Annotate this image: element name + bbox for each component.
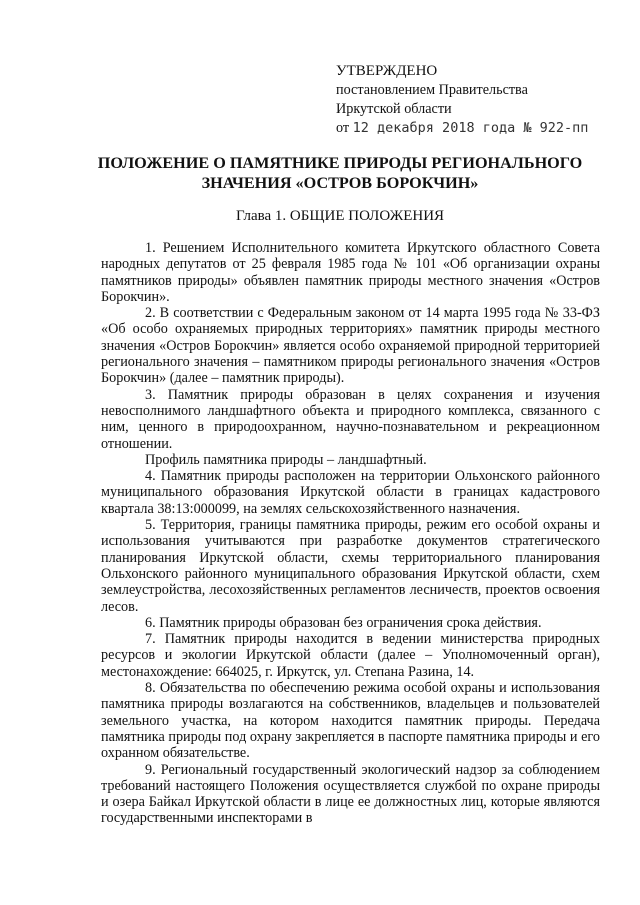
paragraph-9: 9. Региональный государственный экологический надзор за соблюдением требований настоящего Положения осуществляется службой по охране природы и озера Байкал Иркутской области в лице ее должностных лиц, которые являются государственными инспекторами в <box>101 761 600 827</box>
paragraph-5: 5. Территория, границы памятника природы, режим его особой охраны и использования учитываются при разработке документов стратегического планирования Иркутской области, схемы территориального планирования Ольхонского районного муниципального образования Иркутской области, схем землеустройства, лесохозяйственных регламентов лесничеств, проектов освоения лесов. <box>101 517 600 615</box>
approval-line-1: постановлением Правительства <box>336 82 528 98</box>
approval-block <box>336 62 616 138</box>
chapter-heading: Глава 1. ОБЩИЕ ПОЛОЖЕНИЯ <box>235 208 445 224</box>
paragraph-profile: Профиль памятника природы – ландшафтный. <box>145 451 427 468</box>
paragraph-7: 7. Памятник природы находится в ведении министерства природных ресурсов и экологии Иркутской области (далее – Уполномоченный орган), местонахождение: 664025, г. Иркутск, ул. Степана Разина, 14. <box>101 631 600 680</box>
paragraph-2: 2. В соответствии с Федеральным законом от 14 марта 1995 года № 33-ФЗ «Об особо охраняемых природных территориях» памятник природы местного значения «Остров Борокчин» является особо охраняемой природной территорией регионального значения – памятником природы регионального значения «Остров Борокчин» (далее – памятник природы). <box>101 305 600 387</box>
approval-line-2: Иркутской области <box>336 101 452 117</box>
title-line-1: ПОЛОЖЕНИЕ О ПАМЯТНИКЕ ПРИРОДЫ РЕГИОНАЛЬНОГО <box>97 154 583 172</box>
paragraph-8: 8. Обязательства по обеспечению режима особой охраны и использования памятника природы возлагаются на собственников, владельцев и пользователей земельного участка, на котором находится памятник природы. Передача памятника природы под охрану закрепляется в паспорте памятника природы и его охранном обязательстве. <box>101 680 600 762</box>
title-line-2: ЗНАЧЕНИЯ «ОСТРОВ БОРОКЧИН» <box>201 174 479 192</box>
approval-date-prefix: от <box>336 120 350 136</box>
document-body <box>101 240 600 827</box>
approval-heading: УТВЕРЖДЕНО <box>336 63 438 79</box>
document-title <box>60 153 620 193</box>
paragraph-6: 6. Памятник природы образован без ограничения срока действия. <box>145 614 542 631</box>
approval-date-handwritten: 12 декабря 2018 года № 922-пп <box>352 120 589 136</box>
paragraph-4: 4. Памятник природы расположен на территории Ольхонского районного муниципального образования Иркутской области в границах кадастрового квартала 38:13:000099, на землях сельскохозяйственного назначения. <box>101 468 600 517</box>
paragraph-1: 1. Решением Исполнительного комитета Иркутского областного Совета народных депутатов от 25 февраля 1985 года № 101 «Об организации охраны памятников природы» объявлен памятник природы местного значения «Остров Борокчин». <box>101 240 600 305</box>
paragraph-3: 3. Памятник природы образован в целях сохранения и изучения невосполнимого ландшафтного объекта и природного комплекса, связанного с ним, ценного в природоохранном, научно-познавательном и рекреационном отношении. <box>101 386 600 452</box>
approval-date-line <box>336 119 616 138</box>
